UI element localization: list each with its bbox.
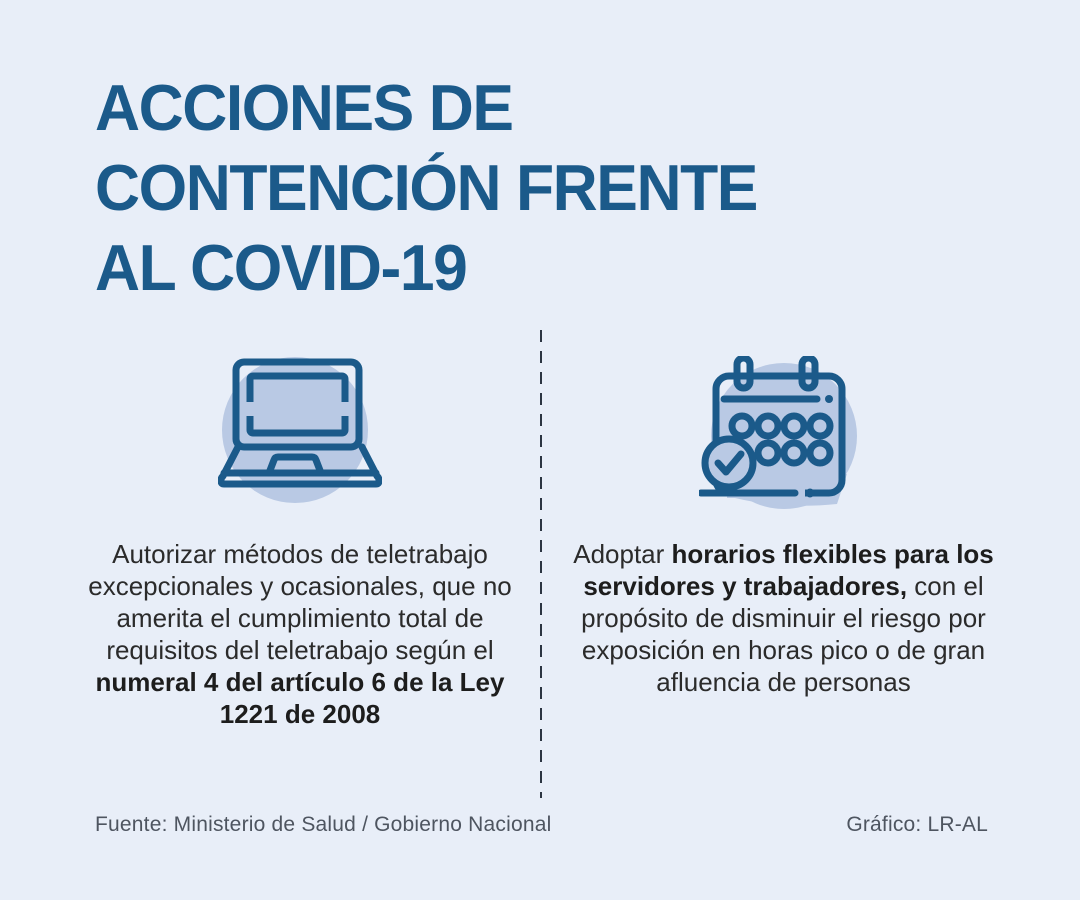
title-line-2: CONTENCIÓN FRENTE — [95, 151, 757, 224]
text-segment: horarios flexibles para los servidores y trabajadores, — [583, 539, 994, 601]
column-text-horarios — [557, 538, 1010, 698]
title-line-1: ACCIONES DE — [95, 71, 513, 144]
text-segment: Adoptar — [573, 539, 672, 569]
column-teletrabajo — [0, 330, 540, 800]
page-title — [95, 68, 757, 308]
calendar-check-icon-svg — [699, 356, 869, 510]
laptop-icon — [218, 356, 382, 510]
column-text-teletrabajo — [80, 538, 520, 730]
footer — [95, 813, 988, 837]
text-segment: con el propósito de disminuir el riesgo por exposición en horas pico o de gran afluencia de personas — [581, 571, 986, 697]
credit-label: Gráfico: LR-AL — [846, 813, 988, 836]
text-segment: Autorizar métodos de teletrabajo excepcionales y ocasionales, que no amerita el cumplimiento total de requisitos del teletrabajo según el — [88, 539, 512, 665]
content-columns — [0, 330, 1080, 800]
title-line-3: AL COVID-19 — [95, 231, 467, 304]
column-horarios — [542, 330, 1080, 800]
calendar-check-icon — [699, 356, 869, 510]
laptop-icon-svg — [218, 356, 382, 508]
text-segment: numeral 4 del artículo 6 de la Ley 1221 de 2008 — [95, 667, 505, 729]
source-label: Fuente: Ministerio de Salud / Gobierno Nacional — [95, 813, 552, 836]
